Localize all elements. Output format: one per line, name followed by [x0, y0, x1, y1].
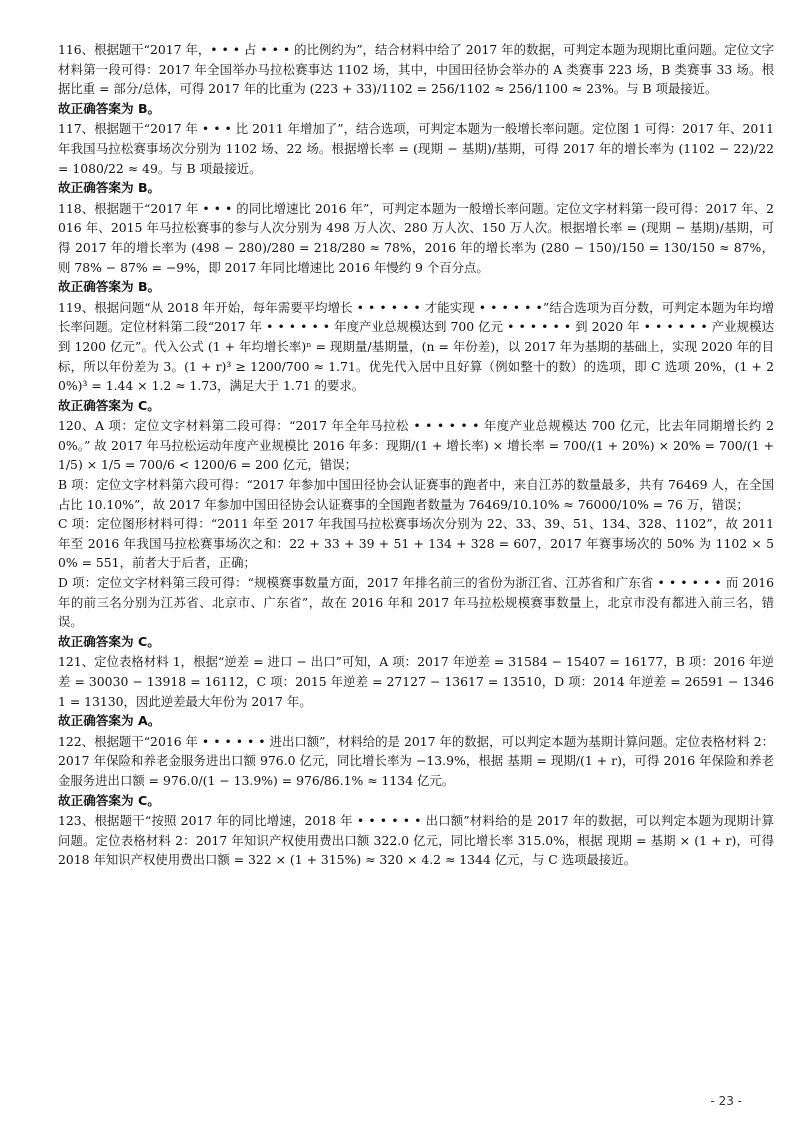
- answer-line: 故正确答案为 B。: [58, 180, 161, 196]
- answer-line: 故正确答案为 C。: [58, 397, 160, 413]
- document-body: [58, 40, 774, 870]
- answer-line: 故正确答案为 C。: [58, 792, 160, 808]
- question-solution: [58, 652, 774, 730]
- question-solution: [58, 732, 774, 810]
- question-solution: [58, 119, 774, 197]
- solution-paragraph: 117、根据题干“2017 年 • • • 比 2011 年增加了”，结合选项，可判定本题为一般增长率问题。定位图 1 可得：2017 年、2011 年我国马拉松赛事场次分别为 1102 场、22 场。根据增长率 = (现期 − 基期)/基期，可得 2017 年的增长率为 (1102 − 22)/22 = 1080/22 ≈ 49。与 B 项最接近。: [58, 121, 774, 176]
- solution-paragraph: 122、根据题干“2016 年 • • • • • • 进出口额”，材料给的是 2017 年的数据，可以判定本题为基期计算问题。定位表格材料 2：2017 年保险和养老金服务进出口额 976.0 亿元，同比增长率为 −13.9%，根据 基期 = 现期/(1 + r)，可得 2016 年保险和养老金服务进出口额 = 976.0/(1 − 13.9%) = 976/86.1% ≈ 1134 亿元。: [58, 733, 774, 788]
- solution-paragraph: 116、根据题干“2017 年，• • • 占 • • • 的比例约为”，结合材料中给了 2017 年的数据，可判定本题为现期比重问题。定位文字材料第一段可得：2017 年全国举办马拉松赛事达 1102 场，其中，中国田径协会举办的 A 类赛事 223 场，B 类赛事 33 场。根据比重 = 部分/总体，可得 2017 年的比重为 (223 + 33)/1102 = 256/1102 ≈ 256/1100 ≈ 23%。与 B 项最接近。: [58, 42, 774, 97]
- solution-paragraph: B 项：定位文字材料第六段可得：“2017 年参加中国田径协会认证赛事的跑者中，来自江苏的数量最多，共有 76469 人，在全国占比 10.10%”，故 2017 年参加中国田径协会认证赛事的全国跑者数量为 76469/10.10% ≈ 76000/10% = 76 万，错误；: [58, 477, 774, 512]
- solution-paragraph: 119、根据问题“从 2018 年开始，每年需要平均增长 • • • • • • 才能实现 • • • • • •”结合选项为百分数，可判定本题为年均增长率问题。定位材料第二段“2017 年 • • • • • • 年度产业总规模达到 700 亿元 • • • • • • 到 2020 年 • • • • • • 产业规模达到 1200 亿元”。代入公式 (1 + 年均增长率)ⁿ = 现期量/基期量，(n = 年份差)，以 2017 年为基期的基础上，实现 2020 年的目标，所以年份差为 3。(1 + r)³ ≥ 1200/700 ≈ 1.71。优先代入居中且好算（例如整十的数）的选项，即 C 选项 20%，(1 + 20%)³ = 1.44 × 1.2 ≈ 1.73，满足大于 1.71 的要求。: [58, 299, 774, 394]
- page-number: - 23 -: [710, 1094, 742, 1108]
- question-solution: [58, 811, 774, 870]
- answer-line: 故正确答案为 A。: [58, 713, 161, 729]
- solution-paragraph: 118、根据题干“2017 年 • • • 的同比增速比 2016 年”，可判定本题为一般增长率问题。定位文字材料第一段可得：2017 年、2016 年、2015 年马拉松赛事的参与人次分别为 498 万人次、280 万人次、150 万人次。根据增长率 = (现期 − 基期)/基期，可得 2017 年的增长率为 (498 − 280)/280 = 218/280 ≈ 78%，2016 年的增长率为 (280 − 150)/150 = 130/150 ≈ 87%，则 78% − 87% = −9%，即 2017 年同比增速比 2016 年慢约 9 个百分点。: [58, 200, 774, 275]
- solution-paragraph: 123、根据题干“按照 2017 年的同比增速，2018 年 • • • • • • 出口额”材料给的是 2017 年的数据，可以判定本题为现期计算问题。定位表格材料 2：2017 年知识产权使用费出口额 322.0 亿元，同比增长率 315.0%，根据 现期 = 基期 × (1 + r)，可得 2018 年知识产权使用费出口额 = 322 × (1 + 315%) ≈ 320 × 4.2 ≈ 1344 亿元，与 C 选项最接近。: [58, 813, 774, 868]
- solution-paragraph: 121、定位表格材料 1，根据“逆差 = 进口 − 出口”可知，A 项：2017 年逆差 = 31584 − 15407 = 16177，B 项：2016 年逆差 = 30030 − 13918 = 16112，C 项：2015 年逆差 = 27127 − 13617 = 13510，D 项：2014 年逆差 = 26591 − 13461 = 13130，因此逆差最大年份为 2017 年。: [58, 654, 774, 709]
- solution-paragraph: 120、A 项：定位文字材料第二段可得：“2017 年全年马拉松 • • • • • • 年度产业总规模达 700 亿元，比去年同期增长约 20%。” 故 2017 年马拉松运动年度产业规模比 2016 年多：现期/(1 + 增长率) × 增长率 = 700/(1 + 20%) × 20% = 700/(1 + 1/5) × 1/5 = 700/6 < 1200/6 = 200 亿元，错误；: [58, 418, 774, 473]
- solution-paragraph: D 项：定位文字材料第三段可得：“规模赛事数量方面，2017 年排名前三的省份为浙江省、江苏省和广东省 • • • • • • 而 2016 年的前三名分别为江苏省、北京市、广东省”，故在 2016 年和 2017 年马拉松规模赛事数量上，北京市没有都进入前三名，错误。: [58, 575, 774, 630]
- question-solution: [58, 416, 774, 651]
- question-solution: [58, 40, 774, 118]
- answer-line: 故正确答案为 B。: [58, 279, 161, 295]
- answer-line: 故正确答案为 C。: [58, 633, 160, 649]
- solution-paragraph: C 项：定位图形材料可得：“2011 年至 2017 年我国马拉松赛事场次分别为 22、33、39、51、134、328、1102”，故 2011 年至 2016 年我国马拉松赛事场次之和：22 + 33 + 39 + 51 + 134 + 328 = 607，2017 年赛事场次的 50% 为 1102 × 50% = 551，前者大于后者，正确；: [58, 516, 774, 571]
- question-solution: [58, 199, 774, 297]
- answer-line: 故正确答案为 B。: [58, 100, 161, 116]
- question-solution: [58, 298, 774, 416]
